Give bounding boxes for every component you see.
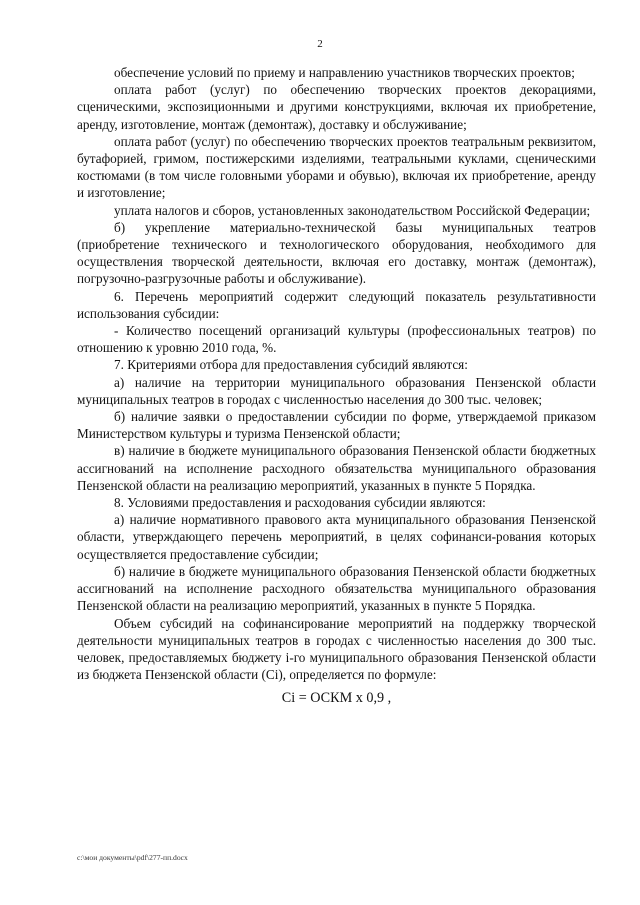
paragraph: уплата налогов и сборов, установленных законодательством Российской Федерации; (114, 202, 591, 218)
paragraph: оплата работ (услуг) по обеспечению творческих проектов театральным реквизитом, бутафорией, гримом, постижерскими изделиями, театральными куклами, сценическими костюмами (в том числе головными уборами и обувью), включая их приобретение, аренду и изготовление; (77, 133, 596, 201)
paragraph: 7. Критериями отбора для предоставления субсидий являются: (114, 357, 468, 373)
paragraph: в) наличие в бюджете муниципального образования Пензенской области бюджетных ассигнований на исполнение расходного обязательства муниципального образования Пензенской области на реализацию мероприятий, указанных в пункте 5 Порядка. (77, 443, 596, 493)
paragraph: б) наличие заявки о предоставлении субсидии по форме, утверждаемой приказом Министерством культуры и туризма Пензенской области; (77, 409, 596, 442)
formula: Ci = ОСКМ x 0,9 , (281, 690, 392, 707)
paragraph: а) наличие на территории муниципального образования Пензенской области муниципальных театров в городах с численностью населения до 300 тыс. человек; (77, 374, 596, 407)
paragraph: - Количество посещений организаций культуры (профессиональных театров) по отношению к уровню 2010 года, %. (77, 323, 596, 356)
paragraph: 8. Условиями предоставления и расходования субсидии являются: (114, 495, 486, 511)
paragraph: 6. Перечень мероприятий содержит следующий показатель результативности использования субсидии: (77, 288, 596, 321)
paragraph: б) наличие в бюджете муниципального образования Пензенской области бюджетных ассигнований на исполнение расходного обязательства муниципального образования Пензенской области на реализацию мероприятий, указанных в пункте 5 Порядка. (77, 563, 596, 614)
paragraph: б) укрепление материально-технической базы муниципальных театров (приобретение технического и технологического оборудования, необходимого для осуществления творческой деятельности, включая его доставку, монтаж (демонтаж), погрузочно-разгрузочные работы и обслуживание). (77, 219, 596, 287)
file-path-footer: c:\мои документы\pdf\277-пп.docx (77, 853, 188, 862)
paragraph: обеспечение условий по приему и направлению участников творческих проектов; (114, 65, 575, 80)
paragraph: оплата работ (услуг) по обеспечению творческих проектов декорациями, сценическими, экспозиционными и другими конструкциями, включая их приобретение, аренду, изготовление, монтаж (демонтаж), доставку и обслуживание; (77, 82, 596, 132)
paragraph: Объем субсидий на софинансирование мероприятий на поддержку творческой деятельности муниципальных театров в городах с численностью населения до 300 тыс. человек, предоставляемых бюджету i-го муниципального образования Пензенской области из бюджета Пензенской области (Ci), определяется по формуле: (77, 615, 596, 683)
paragraph: а) наличие нормативного правового акта муниципального образования Пензенской области, утверждающего перечень мероприятий, в целях софинанси-рования которых осуществляется предоставление субсидии; (77, 512, 596, 562)
document-body (77, 64, 596, 708)
page-number: 2 (317, 38, 323, 50)
